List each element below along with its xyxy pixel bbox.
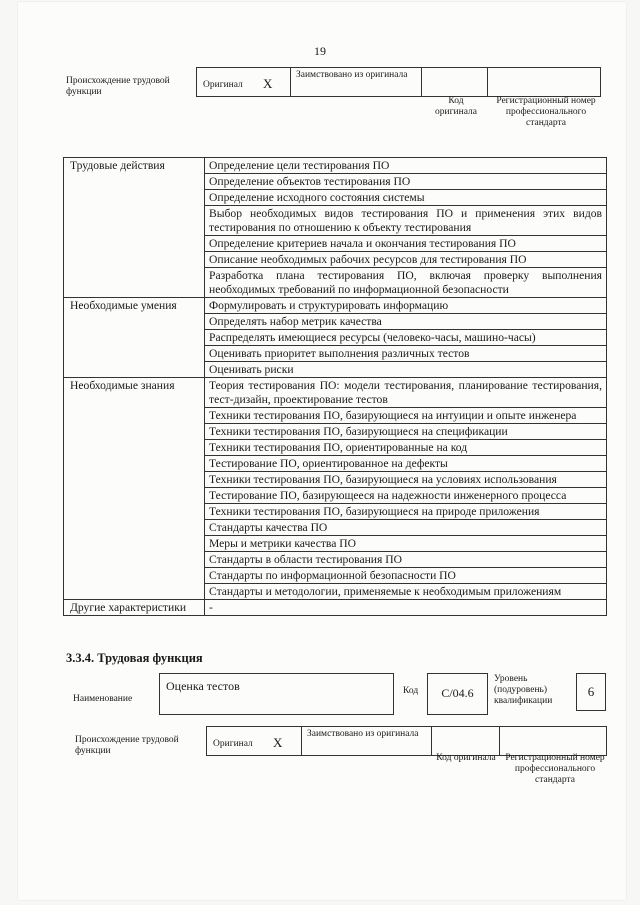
category-cell: Трудовые действия [64, 158, 205, 298]
origin-label: Происхождение трудовой функции [66, 76, 170, 97]
item-cell: Стандарты качества ПО [205, 520, 607, 536]
item-cell: Техники тестирования ПО, базирующиеся на природе приложения [205, 504, 607, 520]
code-original-label: Код оригинала [435, 96, 477, 117]
table-row [64, 378, 607, 408]
item-cell: Тестирование ПО, базирующееся на надежности инженерного процесса [205, 488, 607, 504]
item-cell: - [205, 600, 607, 616]
item-cell: Разработка плана тестирования ПО, включая проверку выполнения необходимых требований по информационной безопасности [205, 268, 607, 298]
origin-label-2: Происхождение трудовой функции [75, 735, 179, 756]
item-cell: Техники тестирования ПО, ориентированные на код [205, 440, 607, 456]
item-cell: Техники тестирования ПО, базирующиеся на спецификации [205, 424, 607, 440]
name-value: Оценка тестов [166, 679, 240, 693]
item-cell: Стандарты в области тестирования ПО [205, 552, 607, 568]
original-mark-2: X [273, 735, 283, 750]
page-number: 19 [314, 44, 326, 58]
category-cell: Другие характеристики [64, 600, 205, 616]
item-cell: Оценивать риски [205, 362, 607, 378]
item-cell: Описание необходимых рабочих ресурсов для тестирования ПО [205, 252, 607, 268]
item-cell: Техники тестирования ПО, базирующиеся на условиях использования [205, 472, 607, 488]
item-cell: Тестирование ПО, ориентированное на дефекты [205, 456, 607, 472]
item-cell: Формулировать и структурировать информацию [205, 298, 607, 314]
table-row [64, 158, 607, 174]
name-label: Наименование [73, 694, 133, 704]
item-cell: Стандарты и методологии, применяемые к необходимым приложениям [205, 584, 607, 600]
original-label: Оригинал [203, 80, 243, 90]
item-cell: Техники тестирования ПО, базирующиеся на интуиции и опыте инженера [205, 408, 607, 424]
item-cell: Оценивать приоритет выполнения различных тестов [205, 346, 607, 362]
item-cell: Меры и метрики качества ПО [205, 536, 607, 552]
borrowed-label: Заимствовано из оригинала [296, 70, 408, 80]
item-cell: Выбор необходимых видов тестирования ПО и применения этих видов тестирования по отношению к объекту тестирования [205, 206, 607, 236]
item-cell: Определение исходного состояния системы [205, 190, 607, 206]
category-cell: Необходимые умения [64, 298, 205, 378]
item-cell: Стандарты по информационной безопасности ПО [205, 568, 607, 584]
section-heading: 3.3.4. Трудовая функция [66, 651, 203, 665]
table-row [64, 298, 607, 314]
table-row [64, 600, 607, 616]
reg-number-label-2: Регистрационный номер профессионального стандарта [505, 753, 605, 785]
level-label: Уровень (подуровень) квалификации [494, 674, 553, 706]
item-cell: Определение цели тестирования ПО [205, 158, 607, 174]
level-value: 6 [587, 684, 595, 699]
item-cell: Определение объектов тестирования ПО [205, 174, 607, 190]
code-value: C/04.6 [441, 686, 474, 700]
item-cell: Определение критериев начала и окончания тестирования ПО [205, 236, 607, 252]
item-cell: Распределять имеющиеся ресурсы (человеко-часы, машино-часы) [205, 330, 607, 346]
original-mark: X [263, 76, 273, 91]
borrowed-label-2: Заимствовано из оригинала [307, 729, 419, 739]
original-label-2: Оригинал [213, 739, 253, 749]
code-label: Код [403, 686, 419, 696]
item-cell: Определять набор метрик качества [205, 314, 607, 330]
labor-function-table [63, 157, 607, 616]
code-original-label-2: Код оригинала [436, 753, 496, 763]
item-cell: Теория тестирования ПО: модели тестирования, планирование тестирования, тест-дизайн, проектирование тестов [205, 378, 607, 408]
category-cell: Необходимые знания [64, 378, 205, 600]
reg-number-label: Регистрационный номер профессионального стандарта [496, 96, 596, 128]
